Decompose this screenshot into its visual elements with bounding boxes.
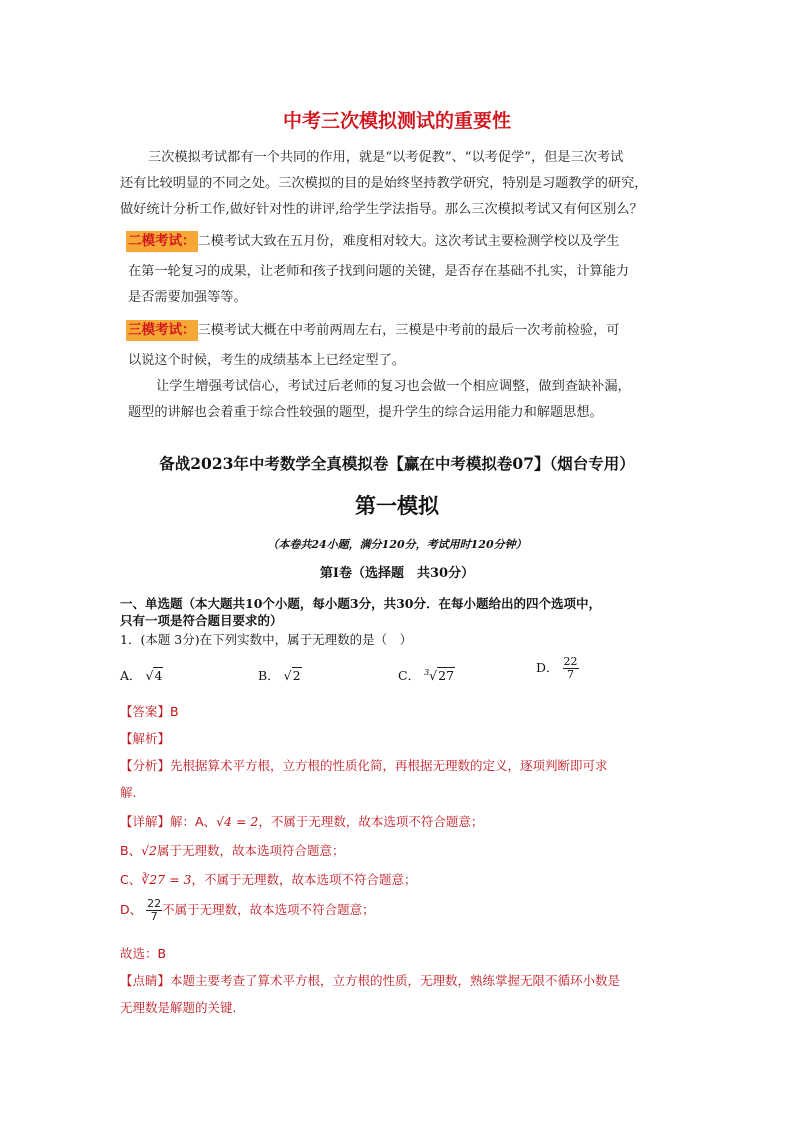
detail-prefix: 【详解】解：A、 (120, 814, 217, 829)
mock2-label: 二模考试： (126, 231, 198, 252)
option-c-math: $^3$√27 (424, 667, 455, 683)
option-b-label: B． (258, 668, 280, 683)
intro-last-line2: 题型的讲解也会着重于综合性较强的题型，提升学生的综合运用能力和解题思想。 (128, 405, 603, 420)
q1-stem: 1．(本题 3分)在下列实数中，属于无理数的是（ ） (120, 632, 413, 647)
instructions-line1: 一、单选题（本大题共10个小题，每小题3分，共30分．在每小题给出的四个选项中， (120, 596, 601, 611)
intro-para1-line2: 还有比较明显的不同之处。三次模拟的目的是始终坚持教学研究，特别是习题教学的研究， (120, 176, 648, 191)
detail-d-denominator: 7 (150, 910, 158, 923)
mock2-row (126, 229, 620, 250)
detail-a-row (120, 812, 483, 830)
option-d-label: D． (536, 660, 559, 675)
detail-a-text: ，不属于无理数，故本选项不符合题意； (258, 814, 484, 829)
detail-d-numerator: 22 (147, 897, 162, 910)
detail-b-text: 属于无理数，故本选项符合题意； (157, 843, 345, 858)
mock3-row (126, 318, 620, 339)
answer-line: 【答案】B (120, 704, 179, 719)
detail-c-prefix: C、 (120, 872, 142, 887)
option-d-numerator: 22 (563, 655, 578, 668)
detail-a-math: √4 = 2 (216, 814, 259, 829)
q1-option-b (258, 666, 302, 684)
intro-last-line1: 让学生增强考试信心，考试过后老师的复习也会做一个相应调整，做到查缺补漏， (156, 379, 631, 394)
detail-b-prefix: B、 (120, 843, 142, 858)
option-d-denominator: 7 (567, 668, 575, 681)
detail-c-row (120, 870, 417, 888)
option-c-index: 3 (424, 667, 430, 677)
mock3-text-line2: 以说这个时候，考生的成绩基本上已经定型了。 (128, 353, 405, 368)
mock2-text-line3: 是否需要加强等等。 (128, 290, 247, 305)
detail-c-math: ∛27 = 3 (141, 872, 192, 887)
mock3-text-line1: 三模考试大概在中考前两周左右，三模是中考前的最后一次考前检验，可 (197, 323, 620, 338)
fenxi-line1: 【分析】先根据算术平方根，立方根的性质化简，再根据无理数的定义，逐项判断即可求 (120, 758, 608, 773)
detail-d-prefix: D、 (120, 902, 143, 917)
option-b-radicand: 2 (292, 668, 301, 683)
intro-para1-line3: 做好统计分析工作,做好针对性的讲评,给学生学法指导。那么三次模拟考试又有何区别么？ (120, 202, 643, 217)
option-c-label: C． (398, 668, 421, 683)
q1-option-c (398, 666, 455, 684)
option-a-radicand: 4 (154, 668, 163, 683)
option-b-math: √2 (283, 668, 301, 683)
detail-d-fraction (146, 898, 162, 923)
mock2-text-line1: 二模考试大致在五月份，难度相对较大。这次考试主要检测学校以及学生 (197, 234, 620, 249)
detail-d-row (120, 898, 375, 923)
choose-line: 故选：B (120, 946, 167, 961)
dianjing-line2: 无理数是解题的关键. (120, 1000, 237, 1015)
analysis-tag: 【解析】 (120, 731, 171, 746)
mock2-text-line2: 在第一轮复习的成果，让老师和孩子找到问题的关键，是否存在基础不扎实，计算能力 (128, 264, 630, 279)
intro-title: 中考三次模拟测试的重要性 (282, 110, 511, 132)
instructions-line2: 只有一项是符合题目要求的） (120, 613, 283, 628)
mock3-label: 三模考试： (126, 320, 198, 341)
detail-b-row (120, 841, 345, 859)
detail-d-text: 不属于无理数，故本选项不符合题意； (162, 902, 375, 917)
dianjing-line1: 【点睛】本题主要考查了算术平方根，立方根的性质，无理数，熟练掌握无限不循环小数是 (120, 973, 621, 988)
q1-option-d (536, 656, 579, 681)
exam-subtitle: 第一模拟 (355, 494, 439, 518)
fenxi-line2: 解. (120, 785, 137, 800)
option-d-fraction (563, 656, 579, 681)
exam-section: 第Ⅰ卷（选择题 共30分） (319, 566, 475, 581)
detail-c-text: ，不属于无理数，故本选项不符合题意； (191, 872, 417, 887)
q1-option-a (120, 666, 163, 684)
option-a-math: √4 (145, 668, 163, 683)
intro-para1-line1: 三次模拟考试都有一个共同的作用，就是“以考促教”、“以考促学”，但是三次考试 (148, 150, 624, 165)
exam-note: （本卷共24小题，满分120分，考试用时120分钟） (267, 538, 527, 551)
option-a-label: A． (120, 668, 142, 683)
option-c-radicand: 27 (438, 668, 455, 683)
exam-heading: 备战2023年中考数学全真模拟卷【赢在中考模拟卷07】（烟台专用） (159, 454, 635, 473)
detail-b-math: √2 (141, 843, 157, 858)
